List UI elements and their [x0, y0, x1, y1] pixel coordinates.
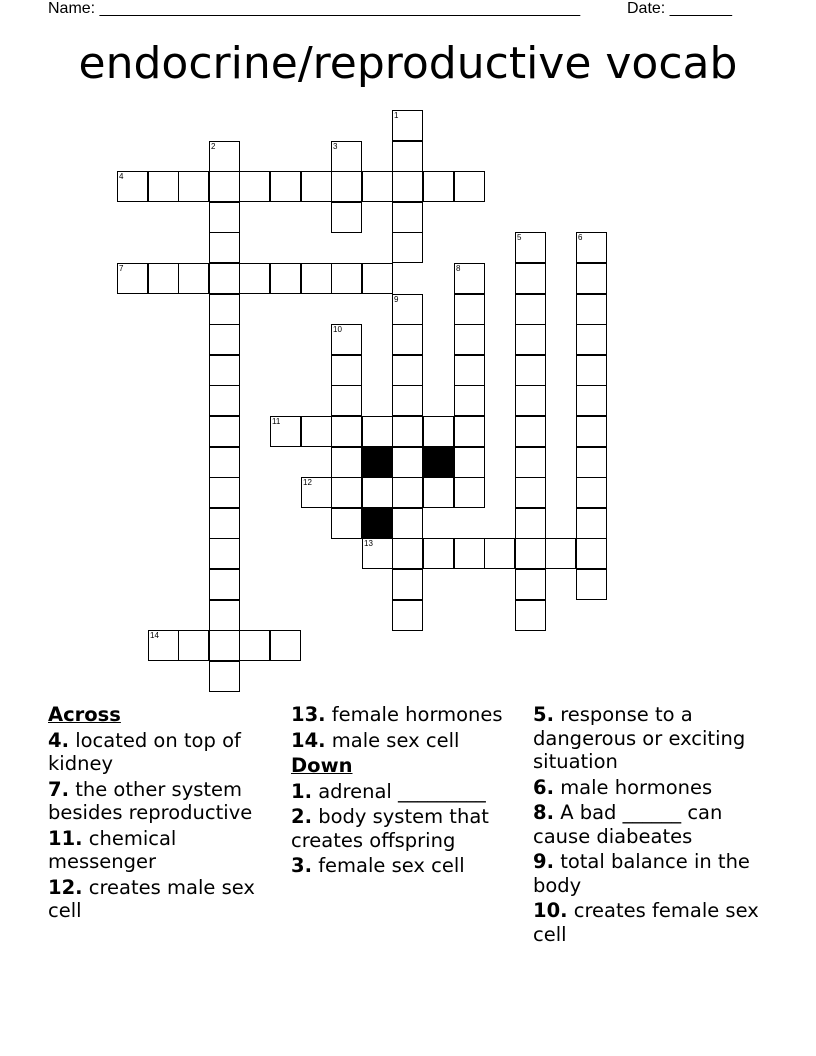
crossword-cell[interactable] — [209, 477, 240, 508]
crossword-cell[interactable] — [454, 324, 485, 355]
crossword-cell[interactable] — [576, 385, 607, 416]
crossword-cell[interactable] — [576, 538, 607, 569]
date-label: Date: — [627, 0, 666, 17]
crossword-cell[interactable] — [209, 447, 240, 478]
crossword-cell[interactable] — [545, 538, 576, 569]
clue-number: 12. — [48, 875, 83, 899]
clue-across-4 — [48, 729, 284, 776]
clue-number-label: 9 — [394, 295, 399, 304]
crossword-cell[interactable] — [392, 232, 423, 263]
crossword-cell[interactable] — [576, 355, 607, 386]
crossword-cell[interactable] — [515, 355, 546, 386]
crossword-cell[interactable] — [423, 416, 454, 447]
crossword-cell[interactable] — [209, 294, 240, 325]
crossword-cell[interactable] — [148, 171, 179, 202]
clue-text: A bad ______ can cause diabeates — [533, 801, 723, 848]
clue-number: 7. — [48, 777, 69, 801]
clue-number-label: 12 — [303, 478, 312, 487]
clue-text: total balance in the body — [533, 850, 750, 897]
clue-text: chemical messenger — [48, 826, 177, 873]
crossword-cell[interactable] — [576, 324, 607, 355]
clue-number: 5. — [533, 703, 554, 726]
crossword-cell[interactable] — [331, 355, 362, 386]
crossword-cell[interactable] — [209, 630, 240, 661]
crossword-block — [362, 508, 393, 539]
page-title: endocrine/reproductive vocab — [78, 38, 738, 89]
clue-number-label: 2 — [211, 142, 216, 151]
crossword-cell[interactable] — [515, 263, 546, 294]
crossword-cell[interactable] — [392, 508, 423, 539]
crossword-cell[interactable] — [576, 477, 607, 508]
crossword-cell[interactable] — [454, 477, 485, 508]
clue-number: 8. — [533, 801, 554, 824]
crossword-cell[interactable] — [209, 202, 240, 233]
crossword-cell[interactable] — [331, 171, 362, 202]
clue-number: 4. — [48, 728, 69, 752]
crossword-cell[interactable] — [331, 447, 362, 478]
clue-text: creates male sex cell — [48, 875, 255, 922]
crossword-cell[interactable] — [454, 171, 485, 202]
crossword-cell[interactable] — [515, 294, 546, 325]
clue-text: male sex cell — [331, 728, 460, 752]
crossword-cell[interactable] — [515, 508, 546, 539]
across-heading: Across — [48, 703, 121, 726]
clue-text: female hormones — [331, 703, 503, 726]
name-line: ______________________________________________________ — [99, 0, 581, 17]
crossword-cell[interactable] — [515, 477, 546, 508]
crossword-cell[interactable] — [392, 324, 423, 355]
crossword-cell[interactable] — [454, 385, 485, 416]
crossword-cell[interactable] — [209, 232, 240, 263]
clue-number-label: 5 — [517, 233, 522, 242]
crossword-cell[interactable] — [515, 569, 546, 600]
date-line: _______ — [669, 0, 732, 17]
crossword-cell[interactable] — [392, 538, 423, 569]
clue-text: response to a dangerous or exciting situation — [533, 703, 746, 773]
clue-column-3 — [533, 703, 773, 948]
crossword-cell[interactable] — [178, 171, 209, 202]
crossword-cell[interactable] — [209, 661, 240, 692]
crossword-cell[interactable] — [178, 263, 209, 294]
clue-across-11 — [48, 827, 284, 874]
crossword-cell[interactable] — [301, 416, 332, 447]
crossword-cell[interactable] — [270, 171, 301, 202]
crossword-cell[interactable] — [209, 569, 240, 600]
clue-down-5 — [533, 703, 773, 774]
crossword-cell[interactable] — [331, 477, 362, 508]
clue-number-label: 13 — [364, 539, 373, 548]
crossword-cell[interactable] — [392, 416, 423, 447]
crossword-cell[interactable] — [515, 447, 546, 478]
crossword-cell[interactable] — [331, 416, 362, 447]
crossword-cell[interactable] — [331, 508, 362, 539]
crossword-cell[interactable] — [301, 263, 332, 294]
clue-text: the other system besides reproductive — [48, 777, 253, 824]
crossword-cell[interactable] — [148, 263, 179, 294]
clue-number: 9. — [533, 850, 554, 873]
crossword-cell[interactable] — [423, 477, 454, 508]
crossword-cell[interactable] — [178, 630, 209, 661]
crossword-cell[interactable] — [515, 416, 546, 447]
clue-down-10 — [533, 899, 773, 946]
crossword-cell[interactable] — [209, 355, 240, 386]
clue-text: male hormones — [560, 775, 713, 799]
crossword-cell[interactable] — [576, 416, 607, 447]
clue-down-8 — [533, 801, 773, 848]
crossword-cell[interactable] — [454, 294, 485, 325]
crossword-cell[interactable] — [270, 263, 301, 294]
crossword-cell[interactable] — [239, 263, 270, 294]
crossword-cell[interactable] — [392, 202, 423, 233]
clue-number: 1. — [291, 779, 312, 803]
crossword-cell[interactable] — [331, 385, 362, 416]
crossword-cell[interactable] — [209, 263, 240, 294]
clue-text: located on top of kidney — [48, 728, 241, 775]
crossword-cell[interactable] — [270, 630, 301, 661]
clue-number: 10. — [533, 899, 568, 922]
crossword-cell[interactable] — [576, 263, 607, 294]
crossword-cell[interactable] — [515, 324, 546, 355]
clue-number-label: 10 — [333, 325, 342, 334]
crossword-cell[interactable] — [209, 600, 240, 631]
clue-text: female sex cell — [318, 854, 465, 877]
clue-number-label: 11 — [272, 417, 281, 426]
clue-down-6 — [533, 776, 773, 800]
crossword-cell[interactable] — [392, 141, 423, 172]
clue-text: body system that creates offspring — [291, 805, 489, 852]
crossword-block — [362, 447, 393, 478]
crossword-cell[interactable] — [362, 263, 393, 294]
crossword-cell[interactable] — [484, 538, 515, 569]
crossword-cell[interactable] — [454, 447, 485, 478]
clue-column-2 — [291, 703, 527, 880]
crossword-cell[interactable] — [392, 385, 423, 416]
crossword-cell[interactable] — [392, 600, 423, 631]
clue-number: 6. — [533, 775, 554, 799]
crossword-cell[interactable] — [515, 385, 546, 416]
clue-across-13 — [291, 703, 527, 727]
clue-across-12 — [48, 876, 284, 923]
crossword-cell[interactable] — [239, 630, 270, 661]
crossword-cell[interactable] — [331, 263, 362, 294]
crossword-cell[interactable] — [392, 447, 423, 478]
clue-number-label: 6 — [578, 233, 583, 242]
clue-across-14 — [291, 729, 527, 753]
clue-number: 14. — [291, 728, 326, 752]
crossword-cell[interactable] — [209, 385, 240, 416]
clue-number: 13. — [291, 703, 326, 726]
down-heading: Down — [291, 754, 353, 777]
clue-number: 2. — [291, 805, 312, 828]
clue-across-7 — [48, 778, 284, 825]
clue-number: 3. — [291, 854, 312, 877]
crossword-cell[interactable] — [209, 171, 240, 202]
crossword-cell[interactable] — [454, 538, 485, 569]
name-label: Name: — [48, 0, 96, 17]
crossword-cell[interactable] — [362, 171, 393, 202]
crossword-cell[interactable] — [423, 171, 454, 202]
clue-number-label: 3 — [333, 142, 338, 151]
clue-number-label: 14 — [150, 631, 159, 640]
crossword-cell[interactable] — [392, 569, 423, 600]
crossword-cell[interactable] — [301, 171, 332, 202]
clue-down-1 — [291, 780, 527, 804]
crossword-cell[interactable] — [576, 569, 607, 600]
clue-number: 11. — [48, 826, 83, 850]
crossword-cell[interactable] — [209, 324, 240, 355]
crossword-cell[interactable] — [209, 416, 240, 447]
clue-number-label: 1 — [394, 111, 399, 120]
crossword-cell[interactable] — [392, 171, 423, 202]
crossword-block — [423, 447, 454, 478]
crossword-cell[interactable] — [362, 477, 393, 508]
crossword-cell[interactable] — [209, 538, 240, 569]
clue-column-1 — [48, 703, 284, 925]
crossword-cell[interactable] — [576, 508, 607, 539]
crossword-cell[interactable] — [454, 416, 485, 447]
crossword-cell[interactable] — [239, 171, 270, 202]
clue-down-9 — [533, 850, 773, 897]
clue-number-label: 7 — [119, 264, 124, 273]
crossword-cell[interactable] — [576, 447, 607, 478]
crossword-cell[interactable] — [454, 355, 485, 386]
crossword-cell[interactable] — [209, 508, 240, 539]
crossword-cell[interactable] — [392, 355, 423, 386]
crossword-cell[interactable] — [515, 538, 546, 569]
clue-number-label: 4 — [119, 172, 124, 181]
crossword-cell[interactable] — [331, 202, 362, 233]
crossword-cell[interactable] — [576, 294, 607, 325]
crossword-cell[interactable] — [515, 600, 546, 631]
crossword-cell[interactable] — [423, 538, 454, 569]
clue-text: creates female sex cell — [533, 899, 759, 946]
crossword-cell[interactable] — [362, 416, 393, 447]
clue-number-label: 8 — [456, 264, 461, 273]
clue-down-2 — [291, 805, 527, 852]
clue-text: adrenal _________ — [318, 779, 486, 803]
clue-down-3 — [291, 854, 527, 878]
crossword-cell[interactable] — [392, 477, 423, 508]
